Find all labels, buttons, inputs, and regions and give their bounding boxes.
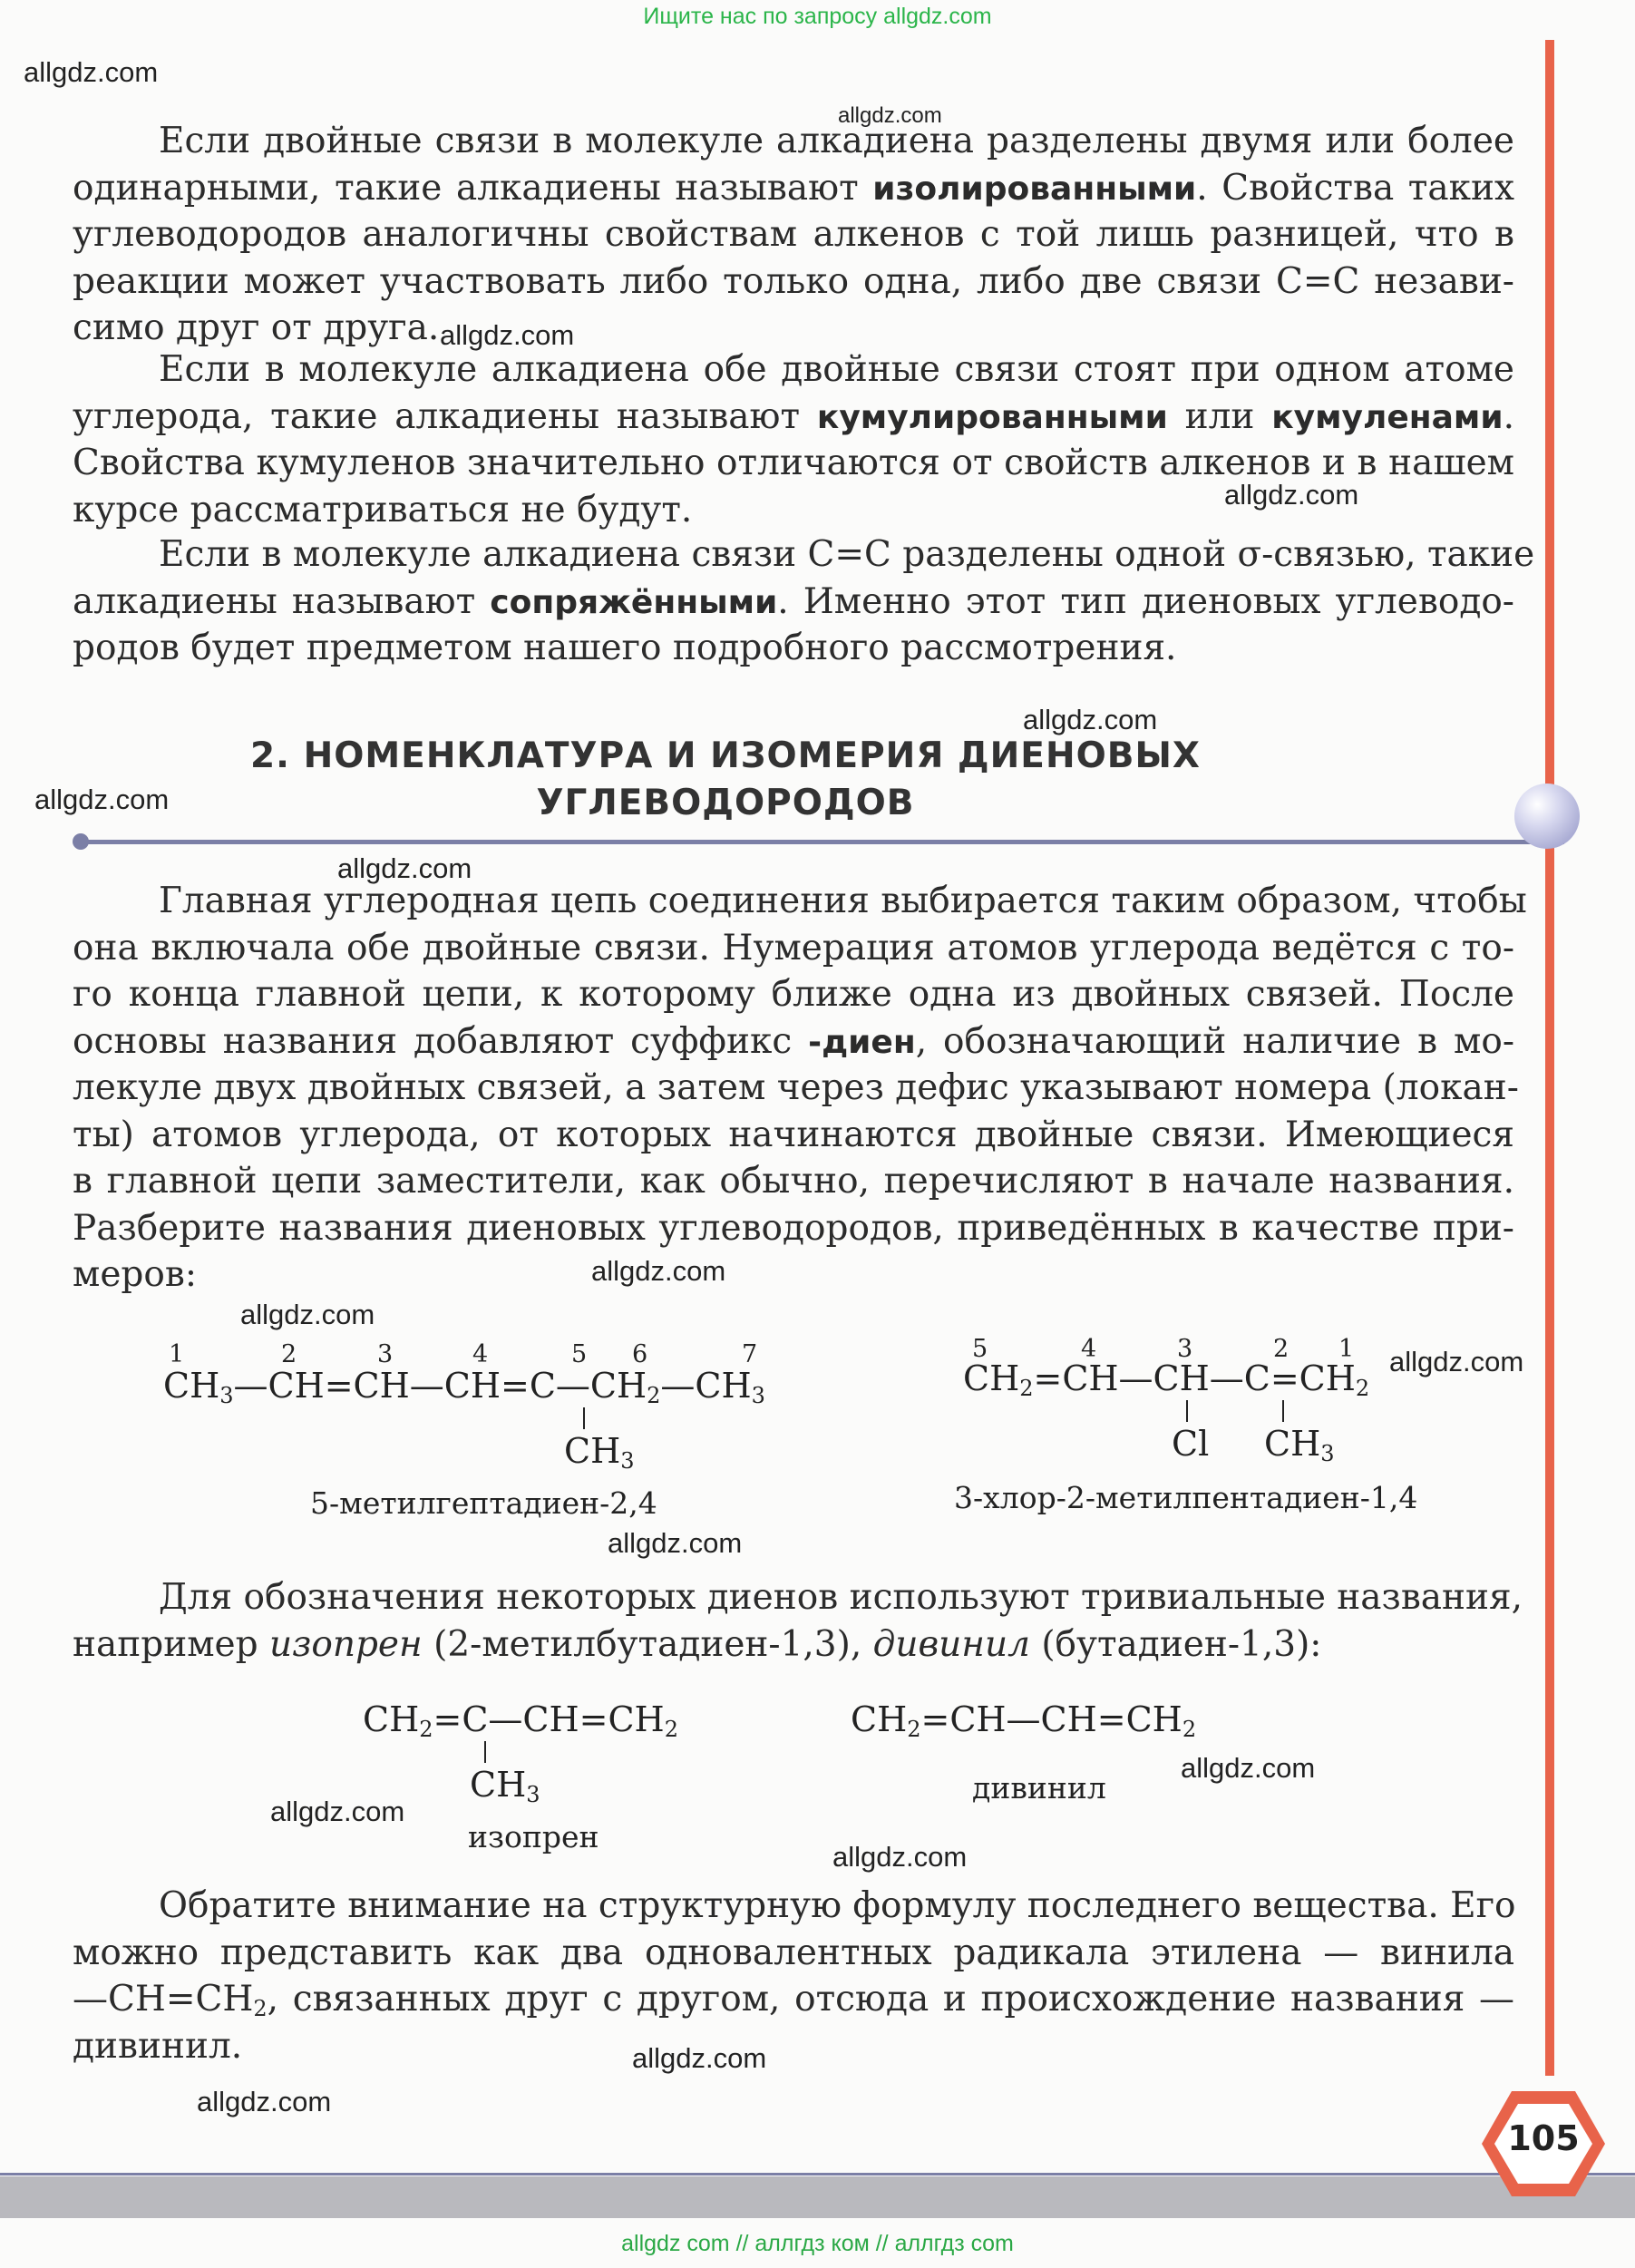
text-line: основы названия добавляют суффикс xyxy=(73,1020,809,1062)
text-line: углерода, такие алкадиены называют xyxy=(73,395,817,437)
watermark: allgdz.com xyxy=(591,1255,726,1287)
term-isolated: изолированными xyxy=(872,170,1197,208)
watermark: allgdz.com xyxy=(240,1299,375,1330)
text-line: , связанных друг с другом, отсюда и происхождение названия — xyxy=(267,1979,1514,2020)
watermark: allgdz.com xyxy=(197,2086,332,2117)
term-cumulenes: кумуленами xyxy=(1271,398,1504,436)
watermark: allgdz.com xyxy=(608,1527,743,1559)
bottom-banner[interactable]: allgdz com // аллгдз ком // аллгдз com xyxy=(621,2231,1014,2256)
page-number: 105 xyxy=(1507,2118,1580,2158)
text-line: . Свойства таких xyxy=(1196,167,1515,209)
watermark: allgdz.com xyxy=(1389,1346,1524,1377)
chain: $CH_2=C—CH=CH_2$ xyxy=(363,1699,678,1742)
locant: 5 xyxy=(571,1340,588,1368)
text-line: . xyxy=(1503,395,1514,437)
locant: 2 xyxy=(1273,1335,1290,1363)
subscript: 2 xyxy=(253,1996,268,2021)
branch: $CH_3$ xyxy=(470,1765,540,1807)
paragraph-divinyl xyxy=(73,1883,1514,2069)
bond-line xyxy=(1282,1400,1284,1422)
top-banner[interactable]: Ищите нас по запросу allgdz.com xyxy=(643,4,992,29)
branch-chlorine: Cl xyxy=(1172,1424,1210,1464)
chain: $CH_2=CH—CH=CH_2$ xyxy=(851,1699,1197,1742)
watermark: allgdz.com xyxy=(832,1841,968,1873)
text-line: реакции может участвовать либо только одна, либо две связи С=С незави- xyxy=(73,260,1514,302)
heading-rule xyxy=(82,840,1564,844)
text-line: Свойства кумуленов значительно отличаются от свойств алкенов и в нашем xyxy=(73,443,1514,483)
footer-rule xyxy=(0,2173,1635,2176)
locant: 3 xyxy=(377,1340,394,1368)
text-line: (бутадиен-1,3): xyxy=(1029,1623,1322,1665)
compound-name: 3-хлор-2-метилпентадиен-1,4 xyxy=(954,1480,1418,1515)
heading-line: УГЛЕВОДОРОДОВ xyxy=(536,783,915,823)
watermark: allgdz.com xyxy=(440,319,575,351)
text-line: . Именно этот тип диеновых углеводо- xyxy=(777,580,1514,622)
locant: 3 xyxy=(1177,1335,1193,1363)
text-line: одинарными, такие алкадиены называют xyxy=(73,167,873,209)
text-line: курсе рассматриваться не будут. xyxy=(73,489,693,530)
paragraph-cumulated xyxy=(73,346,1514,533)
footer-band xyxy=(0,2176,1635,2218)
watermark: allgdz.com xyxy=(337,852,472,884)
text-line: Если в молекуле алкадиена связи С=С разделены одной σ-связью, такие xyxy=(159,534,1535,575)
heading-line: 2. НОМЕНКЛАТУРА И ИЗОМЕРИЯ ДИЕНОВЫХ xyxy=(250,735,1201,776)
text-line: углеводородов аналогичны свойствам алкенов с той лишь разницей, что в xyxy=(73,214,1514,255)
text-line: Главная углеродная цепь соединения выбирается таким образом, чтобы xyxy=(159,881,1527,921)
watermark: allgdz.com xyxy=(270,1796,405,1827)
watermark: allgdz.com xyxy=(24,56,159,88)
text-line: меров: xyxy=(73,1254,197,1295)
text-line: в главной цепи заместители, как обычно, перечисляют в начале названия. xyxy=(73,1161,1514,1202)
text-line: Если в молекуле алкадиена обе двойные связи стоят при одном атоме xyxy=(159,349,1514,390)
text-line: Если двойные связи в молекуле алкадиена разделены двумя или более xyxy=(159,121,1514,161)
right-accent-bar xyxy=(1545,40,1554,2076)
term-cumulated: кумулированными xyxy=(816,398,1168,436)
text-line: алкадиены называют xyxy=(73,580,491,622)
branch: $CH_3$ xyxy=(564,1431,635,1474)
text-line: например xyxy=(73,1623,269,1665)
decorative-ball xyxy=(1514,784,1580,849)
chain: $CH_3—CH=CH—CH=C—CH_2—CH_3$ xyxy=(163,1366,765,1408)
text-line: она включала обе двойные связи. Нумерация атомов углерода ведётся с то- xyxy=(73,927,1514,969)
paragraph-trivial-names xyxy=(73,1574,1523,1668)
section-heading xyxy=(181,733,1270,827)
locant: 2 xyxy=(281,1340,297,1368)
watermark: allgdz.com xyxy=(1224,479,1359,511)
name-isoprene: изопрен xyxy=(268,1623,423,1665)
compound-name: 5-метилгептадиен-2,4 xyxy=(310,1485,657,1521)
locant: 5 xyxy=(972,1335,988,1363)
bond-line xyxy=(583,1407,585,1429)
text-line: симо друг от друга. xyxy=(73,307,440,348)
watermark: allgdz.com xyxy=(1181,1752,1316,1784)
locant: 4 xyxy=(472,1340,489,1368)
text-line: го конца главной цепи, к которому ближе одна из двойных связей. После xyxy=(73,974,1514,1015)
text-line: —CH=CH xyxy=(73,1979,254,2020)
branch-methyl: $CH_3$ xyxy=(1264,1424,1335,1466)
compound-name: изопрен xyxy=(468,1819,599,1854)
compound-name: дивинил xyxy=(972,1770,1106,1806)
text-line: Разберите названия диеновых углеводородов, приведённых в качестве при- xyxy=(73,1207,1514,1249)
bond-line xyxy=(484,1741,486,1763)
rule-dot xyxy=(73,833,89,850)
locant: 1 xyxy=(169,1340,185,1368)
term-conjugated: сопряжёнными xyxy=(490,583,778,621)
text-line: Для обозначения некоторых диенов используют тривиальные названия, xyxy=(159,1577,1523,1618)
text-line: или xyxy=(1167,395,1272,437)
text-line: лекуле двух двойных связей, а затем через дефис указывают номера (локан- xyxy=(73,1067,1519,1108)
text-line: , обозначающий наличие в мо- xyxy=(915,1020,1514,1062)
text-line: ты) атомов углерода, от которых начинаются двойные связи. Имеющиеся xyxy=(73,1114,1514,1155)
suffix-diene: -диен xyxy=(808,1023,916,1061)
locant: 7 xyxy=(742,1340,758,1368)
watermark: allgdz.com xyxy=(1023,704,1158,735)
text-line: Обратите внимание на структурную формулу последнего вещества. Его xyxy=(159,1885,1516,1926)
bond-line xyxy=(1186,1400,1188,1422)
watermark: allgdz.com xyxy=(632,2042,767,2074)
locant: 6 xyxy=(632,1340,648,1368)
text-line: дивинил. xyxy=(73,2025,243,2067)
paragraph-isolated xyxy=(73,118,1514,352)
text-line: можно представить как два одновалентных радикала этилена — винила xyxy=(73,1932,1514,1973)
locant: 1 xyxy=(1338,1335,1355,1363)
locant: 4 xyxy=(1081,1335,1097,1363)
paragraph-nomenclature xyxy=(73,878,1527,1299)
name-divinyl: дивинил xyxy=(872,1623,1030,1665)
watermark: allgdz.com xyxy=(838,103,942,128)
text-line: родов будет предметом нашего подробного рассмотрения. xyxy=(73,628,1177,668)
text-line: (2-метилбутадиен-1,3), xyxy=(422,1623,873,1665)
paragraph-conjugated xyxy=(73,531,1535,672)
chain: $CH_2=CH—CH—C=CH_2$ xyxy=(963,1358,1370,1401)
watermark: allgdz.com xyxy=(34,784,170,815)
